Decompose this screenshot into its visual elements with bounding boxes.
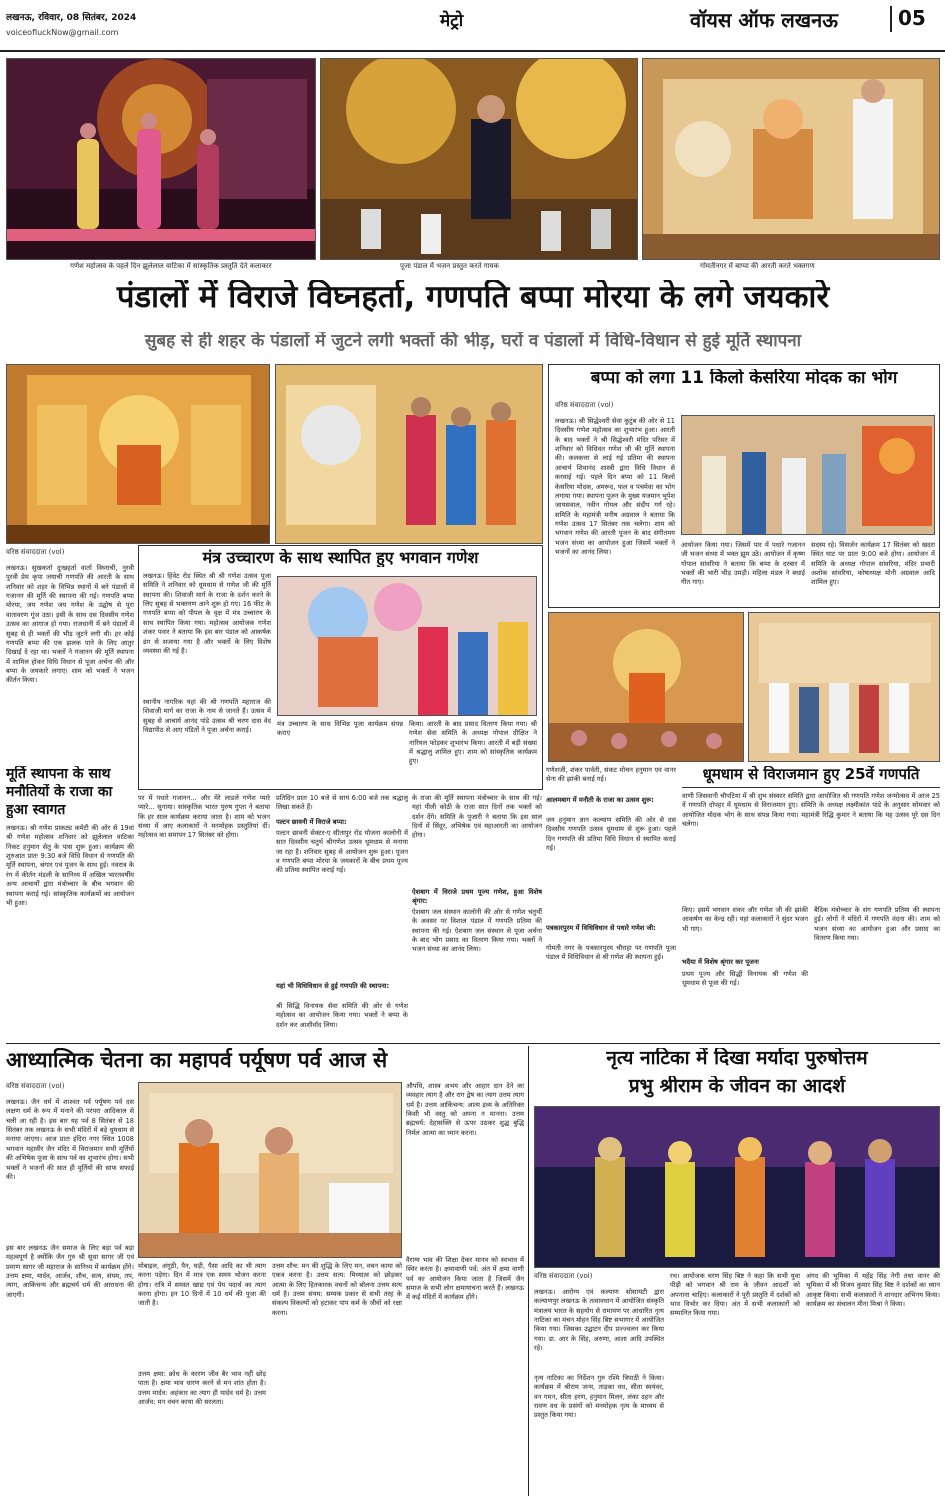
alambagh-body-2: गोमती नगर के पत्रकारपुरम चौराहा पर गणपति पूजा पंडाल में विधिविधान से श्री गणेश की स्थापना हुई।: [546, 944, 676, 962]
photo-ganesh-pandal-2: [548, 612, 744, 762]
paryushan-body-2: इस बार लखनऊ जैन समाज के लिए बड़ा पर्व बड़ा महत्वपूर्ण है क्योंकि जैन गुरु श्री सुधा सागर जी एवं प्रमाण सागर जी महाराज के सानिध्य में कार्यक्रम होंगे। उत्तम क्षमा, मार्दव, आर्जव, शौच, सत्य, संयम, तप, त्याग, आकिंचन्य और ब्रह्मचर्य धर्म की आराधना की जाएगी।: [6, 1244, 134, 1299]
dhoomdham-body-4: बैदिक मंत्रोच्चार के संग गणपति प्रतिमा की स्थापना हुई। लोगों ने मंदिरों में गणपति वंदना की। शाम को भजन संध्या का आयोजन हुआ और प्रसाद का वितरण किया गया।: [814, 906, 940, 943]
story-modak: [548, 364, 940, 608]
paryushan-col-4: औपधि, शास्त्र अभय और आहार दान देने का व्यवहार त्याग है और राग द्वेष का त्याग उत्तम त्याग धर्म है। उत्तम आकिंचन्य: आत्म द्रव्य के अतिरिक्त किसी भी वस्तु को अपना न मानना। उत्तम ब्रह्मचर्य: देहासक्ति से ऊपर उठकर शुद्ध बुद्धि निर्मल आत्मा का ध्यान करना।: [406, 1082, 524, 1137]
main-headline: पंडालों में विराजे विघ्नहर्ता, गणपति बप्पा मोरया के लगे जयकारे: [116, 280, 830, 315]
dhoomdham-headline: धूमधाम से विराजमान हुए 25वें गणपति: [682, 766, 940, 788]
alambagh-body: जय हनुमान ज्ञान कल्याण समिति की ओर से दस दिवसीय गणपति उत्सव धूमधाम से शुरू हुआ। पहले दिन गणपति की प्रतिमा विधि विधान से स्थापित कराई गई।: [546, 816, 676, 853]
mantra-body-3: किया। आरती के बाद प्रसाद वितरण किया गया। श्री गणेश सेवा समिति के अध्यक्ष गोपाल दीक्षित ने नारियल फोड़कर शुभारंभ किया। आरती में बड़ी संख्या में श्रद्धालु शामिल हुए। शाम को सांस्कृतिक कार्यक्रम हुए।: [409, 720, 537, 766]
dateline: लखनऊ, रविवार, 08 सितंबर, 2024: [6, 13, 137, 23]
mantra-photo-caption: मंत्र उच्चारण के साथ विभिन्न पूजा कार्यक्रम संपन्न कराए: [277, 720, 403, 738]
nritya-headline-2: प्रभु श्रीराम के जीवन का आदर्श: [628, 1076, 846, 1097]
left-story-byline: वरिष्ठ संवाददाता (vol): [6, 548, 65, 556]
photo-jain-ceremony: [138, 1082, 402, 1258]
raja-body-2: ऐशबाग जल संस्थान कालोनी की ओर से गणेश चतुर्थी के अवसर पर विशाल पंडाल में गणपति प्रतिमा की स्थापना की गई। ऐशबाग जल संस्थान से पूजा अर्चना के बाद भोग प्रसाद का वितरण किया गया। भक्तों ने भजन संध्या का आनंद लिया।: [412, 908, 542, 954]
caption-photo-3: गोमतीनगर में बाप्पा की आरती करते भक्तगण: [700, 262, 815, 270]
photo-ganesh-aarti: [642, 58, 940, 260]
nritya-body-3: रथ। आयोजक चरण सिंह बिष्ट ने कहा कि सभी युवा पीढ़ी को भगवान श्री राम के जीवन आदर्शों को अपनाना चाहिए। कलाकारों ने पूरी प्रस्तुति में दर्शकों को भाव विभोर कर दिया। अंत में सभी कलाकारों को सम्मानित किया गया।: [670, 1272, 800, 1318]
paltan-sub-2: यहां भी विधिविधान से हुई गणपति की स्थापना:: [276, 982, 390, 990]
section-rule: [6, 1043, 940, 1044]
photo-devotees-group: [748, 612, 940, 762]
header-divider: [890, 6, 892, 32]
photo-mantra-ceremony: [277, 576, 537, 716]
alambagh-lead: गणेशजी, शंकर पार्वती, संकट मोचन हनुमान एवं वानर सेना की झांकी बनाई गई।: [546, 766, 676, 784]
section-name: मेट्रो: [440, 11, 464, 31]
left-story-body: लखनऊ। सुखकर्ता दुःखहर्ता वार्ता विघ्नाची, नुरवी पुरवी प्रेम कृपा जयाची गणपति की आरती के साथ शनिवार को शहर के विभिन्न स्थानों में बने पंडालों में गजानन की मूर्ति की स्थापना की गई। गणपति बप्पा मोरया, जय गणेश जय गणेश के उद्घोष से पूरा वातावरण गूंज उठा। इसी के साथ दस दिवसीय गणेश उत्सव का आगाज हो गया। राजधानी में बने पंडालों में सुबह से ही भक्तों की भीड़ जुटने लगी थी। हर कोई गणपति बप्पा की एक झलक पाने के लिए आतुर दिखाई दे रहा था। भक्तों ने गजानन की मूर्ति स्थापना में शामिल होकर विधि विधान से पूजा अर्चना की और बप्पा के जयकारे लगाए। शाम को भक्तों ने भजन कीर्तन किया।: [6, 564, 134, 685]
story-mantra: [138, 545, 543, 790]
mantra-headline: मंत्र उच्चारण के साथ स्थापित हुए भगवान गणेश: [202, 549, 479, 567]
mantra-body: लखनऊ। हिंवेट रोड स्थित श्री श्री गणेश उत्सव पूजा समिति ने शनिवार को धूमधाम से गणेश जी की मूर्ति स्थापना की। शिवाजी मार्ग के राजा के दर्शन करने के लिए सुबह से भक्तगण आने शुरू हो गए। 16 फीट के गणपति बप्पा को पीपल के वृक्ष में मंत्र उच्चारण के साथ स्थापित किया गया। महोत्सव आयोजक गणेश शंकर पवार ने बताया कि इस बार पंडाल को आकर्षक ढंग से सजाया गया है और भक्तों के लिए विशेष व्यवस्था की गई है।: [143, 572, 271, 655]
caption-photo-2: पूजा पंडाल में भजन प्रस्तुत करते गायक: [400, 262, 499, 270]
paltan-body: पल्टन छावनी सेक्टर-ए सीतापुर रोड योजना कालोनी में सात दिवसीय चतुर्थ श्रीगणेश उत्सव धूमधाम से मनाया जा रहा है। शनिवार सुबह से आयोजन शुरू हुआ। पूजन व गणपति बप्पा मोरया के जयकारों के बीच प्रथम पूज्य की प्रतिमा स्थापित कराई गई।: [276, 829, 408, 875]
paryushan-body: लखनऊ। जैन धर्म में शाश्वत पर्व पर्यूषण पर्व दस लक्षण धर्म के रूप में मनाने की परंपरा आदिकाल से चली आ रही है। इस बार यह पर्व 8 सितंबर से 18 सितंबर तक लखनऊ के सभी मंदिरों में बड़े धूमधाम से मनाया जाएगा। आज प्रातः इंदिरा नगर स्थित 1008 भगवान महावीर जैन मंदिर में विराजमान सभी मूर्तियों की अभिषेक पूजा के साथ पर्व का शुभारंभ होगा। सभी भक्तों ने भजनों की सात ही मूर्तियों की साफ सफाई की।: [6, 1098, 134, 1181]
paryushan-col-2b: उत्तम क्षमा: क्रोध के कारण जीव बैर भाव नहीं छोड़ पाता है। क्षमा भाव धारण करने से मन शांत होता है। उत्तम मार्दव: अहंकार का त्याग ही मार्दव धर्म है। उत्तम आर्जव: मन वचन काया की सरलता।: [138, 1370, 266, 1496]
column-divider: [528, 1046, 529, 1496]
paryushan-byline: वरिष्ठ संवाददाता (vol): [6, 1082, 65, 1090]
paryushan-col-3: उत्तम शौच: मन की शुद्धि के लिए मन, वचन काया को एकत्र करना है। उत्तम सत्य: मिथ्यात्व को छोड़कर आत्मा के लिए हितकारक वचनों को बोलना उत्तम सत्य धर्म है। उत्तम संयम: सम्यक प्रकार से सभी तरह के संकल्प विकल्पों को हटाकर पाप कर्म के जीवों को रक्षा करना।: [272, 1262, 402, 1317]
nritya-body-4: अंगद की भूमिका में महेंद्र सिंह नेगी तथा वानर की भूमिका में श्री विजय कुमार सिंह बिष्ट ने दर्शकों का ध्यान आकृष्ट किया। सभी कलाकारों ने शानदार अभिनय किया। कार्यक्रम का संचालन मीना मिश्रा ने किया।: [806, 1272, 940, 1309]
photo-dance-drama: [534, 1106, 940, 1268]
raja-sub: ऐशबाग में विराजे प्रथम पूज्य गणेश, हुआ विशेष श्रृंगार:: [412, 888, 542, 906]
nritya-body: लखनऊ। आरोग्य एवं कल्याण सोसायटी द्वारा कल्याणपुर लखनऊ के तत्वावधान में आयोजित संस्कृति मंत्रालय भारत के सहयोग से रामायण पर आधारित नृत्य नाटिका का मंचन मोहन सिंह बिष्ट सभागार में आयोजित किया गया। जिसका उद्घाटन दीप प्रज्ज्वलन कर किया गया। डा. आर के सिंह, अरुणा, आशा आदि उपस्थित रहे।: [534, 1288, 664, 1353]
paryushan-headline: आध्यात्मिक चेतना का महापर्व पर्यूषण पर्व आज से: [6, 1048, 388, 1072]
paltan-lead: प्रतिदिन प्रातः 10 बजे से सायं 6:00 बजे तक श्रद्धालु लिखा सकते हैं।: [276, 794, 408, 812]
manotiyon-body: लखनऊ। श्री गणेश प्राकट्य कमेटी की ओर से 19वां श्री गणेश महोत्सव शनिवार को झूलेलाल वाटिका निकट हनुमान सेतु के पास शुरू हुआ। कार्यक्रम की शुरुआत प्रातः 9:30 बजे विधि विधान से गणपति की मूर्ति स्थापना, श्रंगार एवं पूजन के साथ हुई। नवरात्र के रंग में कीर्तन मंडली के सानिध्य में अखिल भारतवर्षीय अन्य आचार्यों द्वारा मंत्रोच्चार के बीच भगवान की स्थापना कराई गई। सांस्कृतिक कार्यक्रमों का आयोजन भी हुआ।: [6, 824, 134, 907]
nritya-body-2: नृत्य नाटिका का निर्देशन गुरु रश्मि त्रिपाठी ने किया। कार्यक्रम में श्रीराम जन्म, ताड़का वध, सीता स्वयंवर, वन गमन, सीता हरण, हनुमान मिलन, लंका दहन और रावण वध के प्रसंगों को मनमोहक नृत्य के माध्यम से प्रस्तुत किया गया।: [534, 1374, 664, 1420]
photo-singer-stage: [320, 58, 638, 260]
page-header: [0, 0, 945, 52]
manotiyon-headline-2: मनौतियों के राजा का: [6, 784, 113, 800]
modak-headline: बप्पा को लगा 11 किलो केसरिया मोदक का भोग: [590, 369, 898, 388]
paltan-sub-1: पल्टन छावनी में विराजे बप्पा:: [276, 818, 347, 826]
manotiyon-headline-1: मूर्ति स्थापना के साथ: [6, 766, 111, 782]
alambagh-sub-1: आलमबाग में मनौती के राजा का उत्सव शुरू:: [546, 796, 654, 804]
paltan-body-2: श्री सिद्धि विनायक सेवा समिति की ओर से गणेश महोत्सव का आयोजन किया गया। भक्तों ने बप्पा के दर्शन कर आशीर्वाद लिया।: [276, 1002, 408, 1029]
nritya-byline: वरिष्ठ संवाददाता (vol): [534, 1272, 593, 1280]
alambagh-sub-2: पत्रकारपुरम में विधिविधान से पधारे गणेश जी:: [546, 924, 656, 932]
modak-body: लखनऊ। श्री सिद्धेश्वरी सेवा कुटुंब की ओर से 11 दिवसीय गणेश महोत्सव का शुभारंभ हुआ। आरती के बाद भक्तों ने श्री सिद्धेश्वरी मंदिर परिसर में शनिवार को विधिवत गणेश जी की मूर्ति स्थापना की। कलकत्ता से लाई गई प्रतिमा की स्थापना आचार्य शिवानंद शास्त्री द्वारा विधि विधान से करवाई गई। पहले दिन बप्पा को 11 किलो केसरिया मोदक, अमरूद, फल व पंचमेवा का भोग लगाया गया। स्थापना पूजन के मुख्य यजमान भूपेश जायसवाल, नवीन गोयल और संदीप गर्ग रहे। समिति के महामंत्री मनीष अग्रवाल ने बताया कि गणेश उत्सव 17 सितंबर तक चलेगा। शाम को भगवान गणेश की आरती पूजन के बाद संगीतमय भजन संध्या का आयोजन हुआ जिसमें भक्तों ने भजनों का आनंद लिया।: [555, 417, 675, 557]
dhoomdham-body: वाणी जिसवानी चौपटिया में श्री शुभ संस्कार समिति द्वारा आयोजित श्री गणपति गणेश जन्मोत्सव में आज 25 वें गणपति दोपहर में धूमधाम से विराजमान हुए। समिति के अध्यक्ष लक्ष्मीकांत पांडे के अनुसार सोमवार को आयोजित मोदक भोग के साथ संपन्न किया गया। महामंत्री रिद्धि कुमार ने बताया कि यह उत्सव पूरे दस दिन चलेगा।: [682, 792, 940, 829]
dhoomdham-body-3: प्रथम पूज्य और सिद्धी विनायक श्री गणेश की धूमधाम से पूजा की गई।: [682, 970, 808, 988]
raja-body: के राजा की मूर्ति स्थापना मंत्रोच्चार के साथ की गई। यहां पीली कोठी के राजा सात दिनों तक भक्तों को दर्शन देंगे। समिति के पुजारी ने बताया कि इस साल दिनों में सिंदूर, अभिषेक एवं महाआरती का आयोजन होगा।: [412, 794, 542, 840]
modak-byline: वरिष्ठ संवाददाता (vol): [555, 401, 614, 409]
modak-body-3: सदस्य रहे। विसर्जन कार्यक्रम 17 सितंबर को खदरा स्थित घाट पर प्रातः 9:00 बजे होगा। आयोजन में समिति के अध्यक्ष गोपाल सांवरिया, मंदिर प्रभारी अशोक सांवरिया, कोषाध्यक्ष मोनी अग्रवाल आदि शामिल हुए।: [811, 541, 935, 587]
dhoomdham-sub: भदैया में विशेष श्रृंगार कर पूजनः: [682, 958, 759, 966]
brand-name: वॉयस ऑफ लखनऊ: [690, 8, 838, 32]
photo-pandal-ganesh: [6, 364, 270, 544]
photo-dance-performance: [6, 58, 316, 260]
email: voiceofluckNow@gmail.com: [6, 28, 119, 37]
dhoomdham-body-2: किए। इसमें भगवान शंकर और गणेश जी की झांकी आकर्षण का केन्द्र रही। यहां कलाकारों ने सुंदर भजन भी गाए।: [682, 906, 808, 933]
nritya-headline-1: नृत्य नाटिका में दिखा मर्यादा पुरुषोत्तम: [606, 1048, 868, 1069]
manotiyon-body-2: पर में पधारे गजानन... और मेरे लाडले गणेश प्यारे प्यारे... सुनाया। सांस्कृतिक भारत पुरुष गुप्ता ने बताया कि हर साल कार्यक्रम कराया जाता है। शाम को भजन संध्या में आए कलाकारों ने मनमोहक प्रस्तुतियां दीं। महोत्सव का समापन 17 सितंबर को होगा।: [138, 794, 270, 840]
paryushan-col-2: मोबाइल, अंगूठी, पैन, घड़ी, पैसा आदि का भी त्याग करना पड़ेगा। दिन में मात्र एक समय भोजन करना होगा। रात्रि में समस्त खाद्य एवं पेय पदार्थ का त्याग करना होगा। इन 10 दिनों में 10 धर्म की पूजा की जाती है।: [138, 1262, 266, 1308]
caption-photo-1: गणेश महोत्सव के पहले दिन झूलेलाल वाटिका में सांस्कृतिक प्रस्तुति देते कलाकार: [70, 262, 272, 270]
photo-women-worship: [275, 364, 543, 544]
mantra-body-2: स्थानीय नागरिक यहां की श्री गणपति महाराज की शिवाजी मार्ग का राजा के नाम से जानते हैं। उत्सव में सुबह से आचार्य आनंद पांडे उत्सव श्री चरण दास वेद विद्यापीठ से आए पंडितों ने पूजा अर्चना कराई।: [143, 698, 271, 735]
page-number: 05: [898, 6, 926, 30]
paryushan-col-5: वैराग्य भाव की शिक्षा देकर मानव को स्वभाव में स्थिर करता है। क्षमावाणी पर्व: अंत में क्षमा वाणी पर्व का आयोजन किया जाता है जिसमें जैन समाज के सभी लोग क्षमायाचना करते हैं। लखनऊ में कई मंदिरों में कार्यक्रम होंगे।: [406, 1256, 524, 1302]
modak-body-2: आयोजन किया गया। जिसमें पार में पधारे गजानन जी भजन संध्या में भक्त झूम उठे। आयोजन में कृष्ण गोपाल सांवरिया ने बताया कि बप्पा के दरबार में भक्तों की भारी भीड़ उमड़ी। महिला मंडल ने बधाई गीत गाए।: [681, 541, 805, 587]
manotiyon-headline-3: हुआ स्वागत: [6, 802, 66, 818]
main-subhead: सुबह से ही शहर के पंडालों में जुटने लगी भक्तों की भीड़, घरों व पंडालों में विधि-विधान से हुई मूर्ति स्थापना: [144, 332, 802, 351]
photo-modak-offering: [681, 415, 935, 535]
